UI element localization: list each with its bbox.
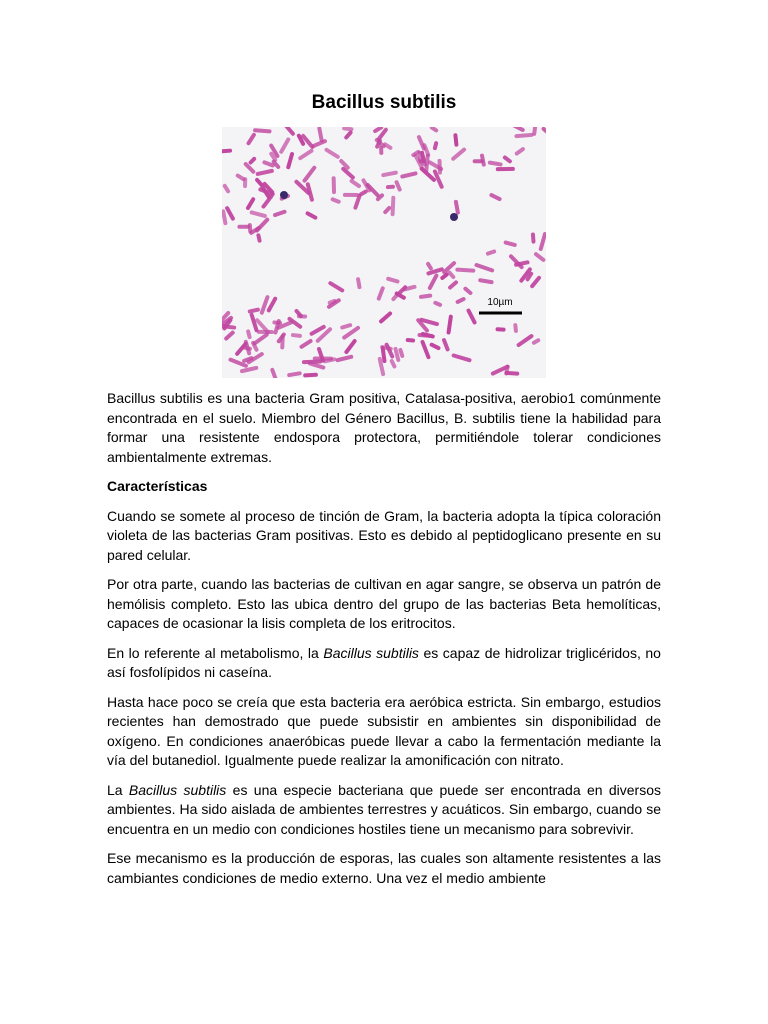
bacteria-micrograph	[222, 127, 546, 378]
paragraph-metabolism-text-b: es capaz de hidrolizar triglicéridos, no así fosfolípidos ni caseína.	[107, 644, 661, 680]
document-body	[107, 389, 661, 898]
bacterium-rod	[257, 330, 274, 334]
paragraph-gram-stain: Cuando se somete al proceso de tinción de Gram, la bacteria adopta la típica coloración violeta de las bacterias Gram positivas. Esto es debido al peptidoglicano presente en su pared celular.	[107, 507, 661, 563]
species-name: Bacillus subtilis	[323, 644, 419, 661]
bacterium-rod	[237, 225, 249, 229]
bacterium-rod	[386, 185, 395, 190]
micrograph-image	[222, 127, 546, 378]
bacterium-rod	[379, 146, 383, 155]
paragraph-anaerobic: Hasta hace poco se creía que esta bacteria era aeróbica estricta. Sin embargo, estudios recientes han demostrado que puede subsistir en ambientes sin disponibilidad de oxígeno. En condiciones anaeróbicas puede llevar a cabo la fermentación mediante la vía del butanediol. Igualmente puede realizar la amonificación con nitrato.	[107, 693, 661, 768]
section-heading-caracteristicas: Características	[107, 478, 208, 494]
paragraph-metabolism-text-a: En lo referente al metabolismo, la	[107, 644, 324, 661]
bacterium-rod	[343, 193, 359, 197]
paragraph-environments-text-b: es una especie bacteriana que puede ser encontrada en diversos ambientes. Ha sido aislada de ambientes terrestres y acuáticos. Sin embargo, cuando se encuentra en un medio con condiciones hostiles tiene un mecanismo para sobrevivir.	[107, 781, 662, 837]
document-title: Bacillus subtilis	[311, 92, 457, 113]
paragraph-intro: Bacillus subtilis es una bacteria Gram positiva, Catalasa-positiva, aerobio1 comúnmente encontrada en el suelo. Miembro del Género Bacillus, B. subtilis tiene la habilidad para formar una resistente endospora protectora, permitiéndole tolerar condiciones ambientalmente extremas.	[107, 390, 661, 465]
bacterium-rod	[302, 359, 323, 364]
stain-cluster	[280, 191, 288, 199]
bacterium-rod	[297, 314, 307, 319]
paragraph-hemolysis: Por otra parte, cuando las bacterias de cultivan en agar sangre, se observa un patrón de hemólisis completo. Esto las ubica dentro del grupo de las bacterias Beta hemolíticas, capaces de ocasionar la lisis completa de los eritrocitos.	[107, 576, 661, 631]
paragraph-metabolism	[107, 644, 661, 683]
species-name: Bacillus subtilis	[128, 781, 227, 798]
scale-bar-label: 10µm	[487, 297, 513, 308]
bacterium-rod	[496, 167, 515, 171]
paragraph-environments-text-a: La	[107, 781, 129, 798]
bacterium-rod	[332, 176, 336, 194]
paragraph-environments	[107, 781, 661, 840]
bacterium-rod	[280, 334, 285, 349]
bacterium-rod	[495, 327, 505, 332]
paragraph-spores: Ese mecanismo es la producción de esporas, las cuales son altamente resistentes a las cambiantes condiciones de medio externo. Una vez el medio ambiente	[107, 850, 661, 886]
stain-cluster	[450, 213, 458, 221]
